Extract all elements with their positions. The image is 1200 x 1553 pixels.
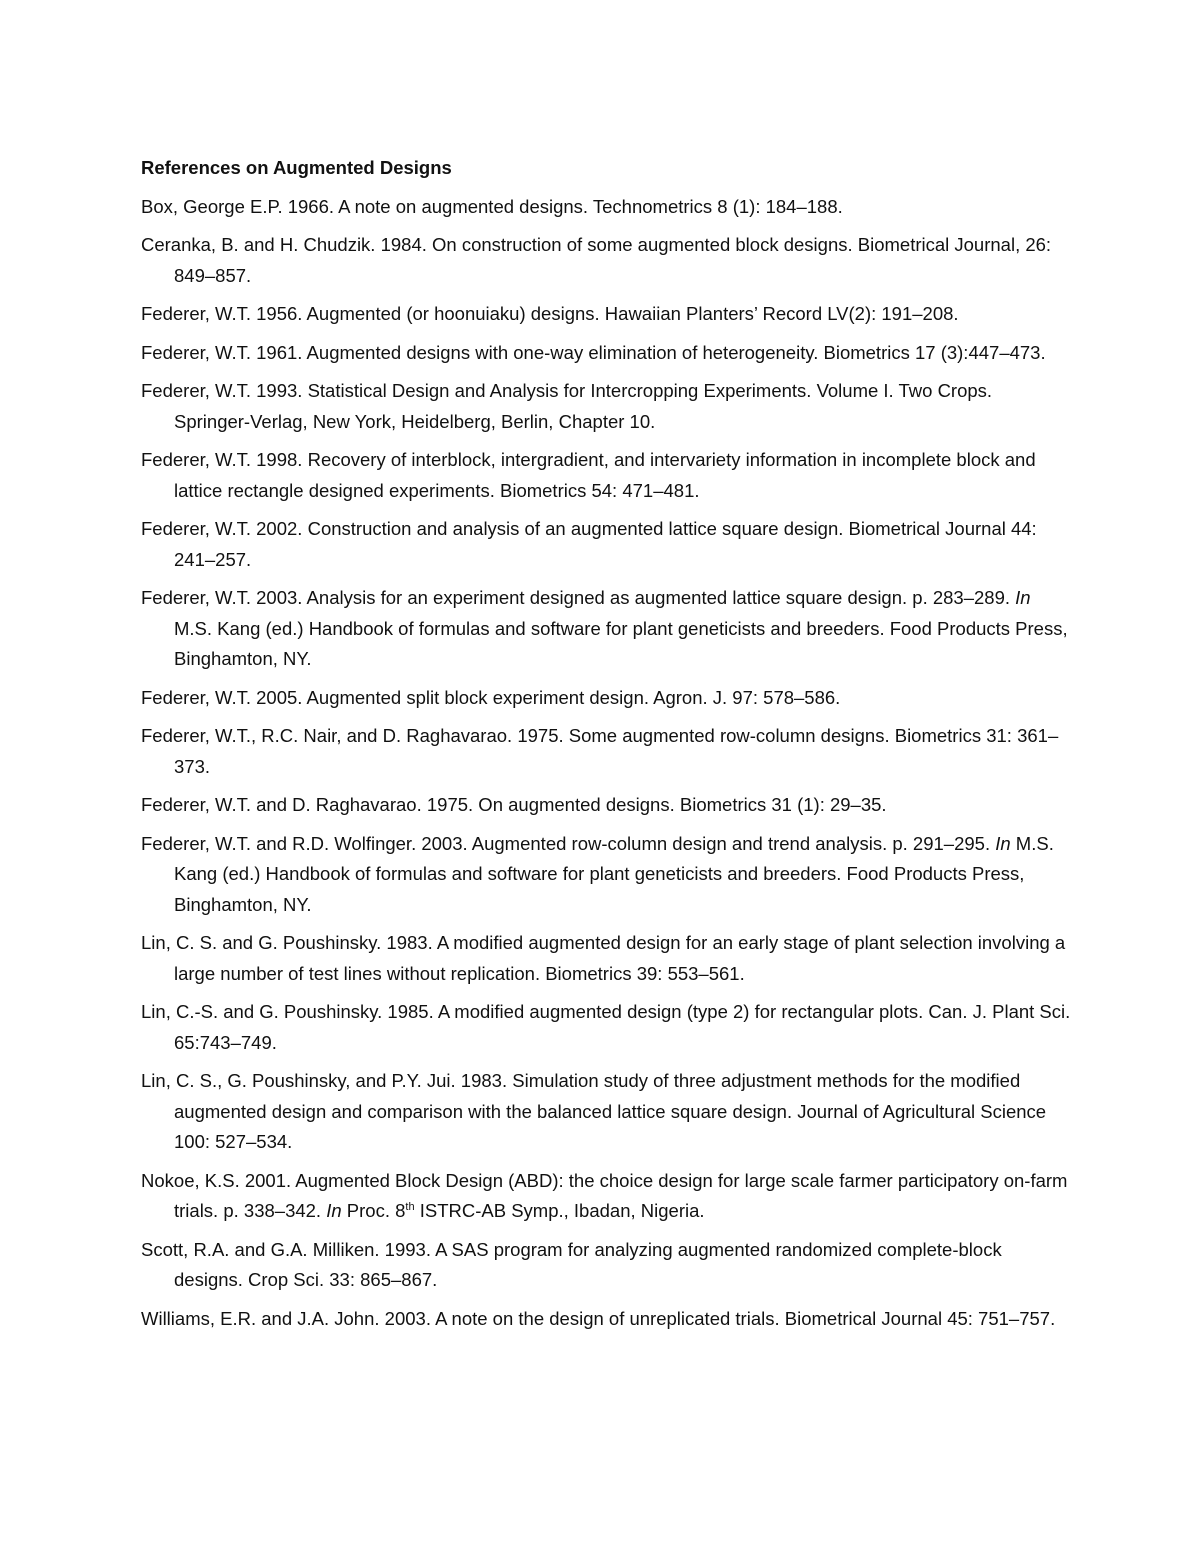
document-page — [141, 153, 1071, 1342]
reference-item: Federer, W.T. 2005. Augmented split block experiment design. Agron. J. 97: 578–586. — [141, 686, 841, 708]
reference-item: Lin, C.-S. and G. Poushinsky. 1985. A modified augmented design (type 2) for rectangular plots. Can. J. Plant Sci. 65:743–749. — [141, 1001, 1071, 1053]
reference-text: Proc. 8 — [341, 1200, 406, 1221]
reference-text: M.S. Kang (ed.) Handbook of formulas and software for plant geneticists and breeders. Food Products Press, Binghamton, NY. — [174, 832, 1054, 915]
reference-text: ISTRC-AB Symp., Ibadan, Nigeria. — [414, 1200, 705, 1221]
reference-item: Federer, W.T., R.C. Nair, and D. Raghavarao. 1975. Some augmented row-column designs. Biometrics 31: 361–373. — [141, 725, 1059, 777]
reference-text: Federer, W.T. 2003. Analysis for an experiment designed as augmented lattice square design. p. 283–289. — [141, 587, 1016, 608]
reference-item: Ceranka, B. and H. Chudzik. 1984. On construction of some augmented block designs. Biometrical Journal, 26: 849–857. — [141, 234, 1052, 286]
page-title: References on Augmented Designs — [141, 157, 452, 178]
reference-item: Federer, W.T. 1998. Recovery of interblock, intergradient, and intervariety information in incomplete block and lattice rectangle designed experiments. Biometrics 54: 471–481. — [141, 449, 1036, 501]
reference-italic: In — [1015, 587, 1031, 608]
reference-superscript: th — [405, 1201, 415, 1213]
reference-item — [141, 1166, 1071, 1227]
reference-text: Federer, W.T. and R.D. Wolfinger. 2003. Augmented row-column design and trend analysis. p. 291–295. — [141, 832, 996, 854]
reference-text: M.S. Kang (ed.) Handbook of formulas and software for plant geneticists and breeders. Food Products Press, Binghamton, NY. — [174, 617, 1068, 669]
reference-item: Box, George E.P. 1966. A note on augmented designs. Technometrics 8 (1): 184–188. — [141, 195, 843, 217]
reference-item: Federer, W.T. 2002. Construction and analysis of an augmented lattice square design. Biometrical Journal 44: 241–257. — [141, 518, 1037, 570]
reference-item: Lin, C. S. and G. Poushinsky. 1983. A modified augmented design for an early stage of plant selection involving a large number of test lines without replication. Biometrics 39: 553–561. — [141, 932, 1066, 984]
reference-text: Nokoe, K.S. 2001. Augmented Block Design (ABD): the choice design for large scale farmer participatory on-farm trials. p. 338–342. — [141, 1169, 1068, 1221]
reference-item: Federer, W.T. 1993. Statistical Design and Analysis for Intercropping Experiments. Volume I. Two Crops. Springer-Verlag, New York, Heidelberg, Berlin, Chapter 10. — [141, 380, 993, 432]
reference-item: Williams, E.R. and J.A. John. 2003. A note on the design of unreplicated trials. Biometrical Journal 45: 751–757. — [141, 1307, 1056, 1329]
reference-item: Federer, W.T. and D. Raghavarao. 1975. On augmented designs. Biometrics 31 (1): 29–35. — [141, 794, 887, 815]
reference-italic: In — [995, 832, 1011, 854]
reference-item — [141, 829, 1071, 921]
reference-item: Federer, W.T. 1961. Augmented designs with one-way elimination of heterogeneity. Biometrics 17 (3):447–473. — [141, 341, 1046, 363]
reference-item: Scott, R.A. and G.A. Milliken. 1993. A SAS program for analyzing augmented randomized complete-block designs. Crop Sci. 33: 865–867. — [141, 1238, 1002, 1290]
reference-item: Lin, C. S., G. Poushinsky, and P.Y. Jui. 1983. Simulation study of three adjustment methods for the modified augmented design and comparison with the balanced lattice square design. Journal of Agricultural Science 100: 527–534. — [141, 1070, 1047, 1152]
reference-item: Federer, W.T. 1956. Augmented (or hoonuiaku) designs. Hawaiian Planters’ Record LV(2): 191–208. — [141, 303, 959, 324]
reference-item — [141, 583, 1071, 675]
reference-italic: In — [326, 1200, 342, 1221]
